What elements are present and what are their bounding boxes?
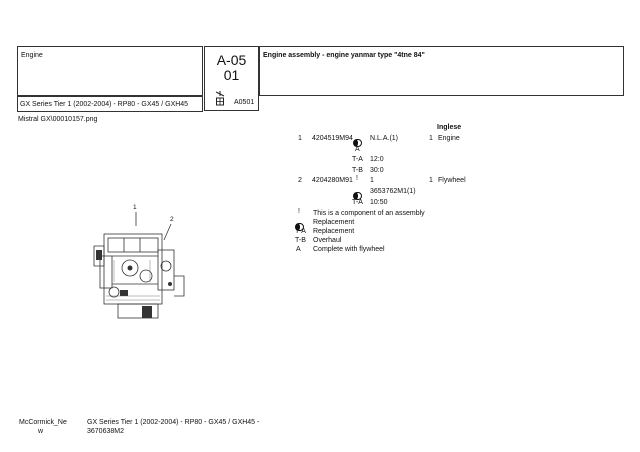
replacement-icon — [353, 187, 362, 195]
sub-value: 30:0 — [370, 167, 384, 174]
section-box — [17, 46, 203, 96]
plate-code: A0501 — [234, 99, 255, 106]
legend-text: Replacement — [313, 228, 355, 235]
sub-code: T-B — [352, 167, 363, 174]
legend-text: Complete with flywheel — [313, 246, 385, 253]
legend-symbol: T-A — [295, 228, 306, 235]
replacement-number: 3653762M1(1) — [370, 188, 416, 195]
ref-number: 2 — [298, 177, 302, 184]
description-box — [259, 46, 624, 96]
footer-brand: McCormick_Ne — [19, 419, 67, 426]
engine-illustration — [84, 206, 194, 326]
sub-code: T-A — [352, 199, 363, 206]
section-label: Engine — [21, 52, 43, 59]
page-sub: 01 — [223, 67, 240, 83]
part-number: 4204280M91 — [312, 177, 353, 184]
ref-number: 1 — [298, 135, 302, 142]
engine-symbol-icon — [214, 90, 226, 108]
footer-model-line: GX Series Tier 1 (2002-2004) - RP80 - GX45 / GXH45 - — [87, 419, 260, 426]
model-box — [17, 96, 203, 112]
legend-text: Overhaul — [313, 237, 342, 244]
legend-symbol: ! — [298, 208, 300, 215]
part-note: N.L.A.(1) — [370, 135, 399, 142]
legend-text: This is a component of an assembly — [313, 210, 425, 217]
part-number: 4204519M94 — [312, 135, 353, 142]
image-filename: Mistral GX\00010157.png — [18, 116, 98, 123]
callout-2: 2 — [170, 216, 174, 223]
quantity: 1 — [429, 135, 433, 142]
legend-symbol: A — [296, 246, 301, 253]
replacement-icon — [353, 134, 362, 142]
sub-code: T-A — [352, 156, 363, 163]
language-header: Inglese — [437, 124, 462, 131]
sub-code: A — [355, 146, 360, 153]
sub-value: 12:0 — [370, 156, 384, 163]
quantity: 1 — [429, 177, 433, 184]
sub-value: 10:50 — [370, 199, 388, 206]
page-code-box — [204, 46, 259, 111]
legend-symbol: T-B — [295, 237, 306, 244]
legend-text: Replacement — [313, 219, 355, 226]
page-code: A-05 — [216, 52, 247, 68]
footer-doc-number: 3670638M2 — [87, 428, 124, 435]
part-description: Flywheel — [438, 177, 466, 184]
model-line: GX Series Tier 1 (2002-2004) - RP80 - GX45 / GXH45 — [20, 101, 189, 108]
callout-1: 1 — [133, 204, 137, 211]
part-description: Engine — [438, 135, 460, 142]
footer-brand-cont: w — [38, 428, 44, 435]
part-note: 1 — [370, 177, 374, 184]
replacement-icon — [295, 218, 304, 226]
description-title: Engine assembly - engine yanmar type "4tne 84" — [263, 52, 425, 59]
component-mark-icon: ! — [356, 175, 358, 182]
